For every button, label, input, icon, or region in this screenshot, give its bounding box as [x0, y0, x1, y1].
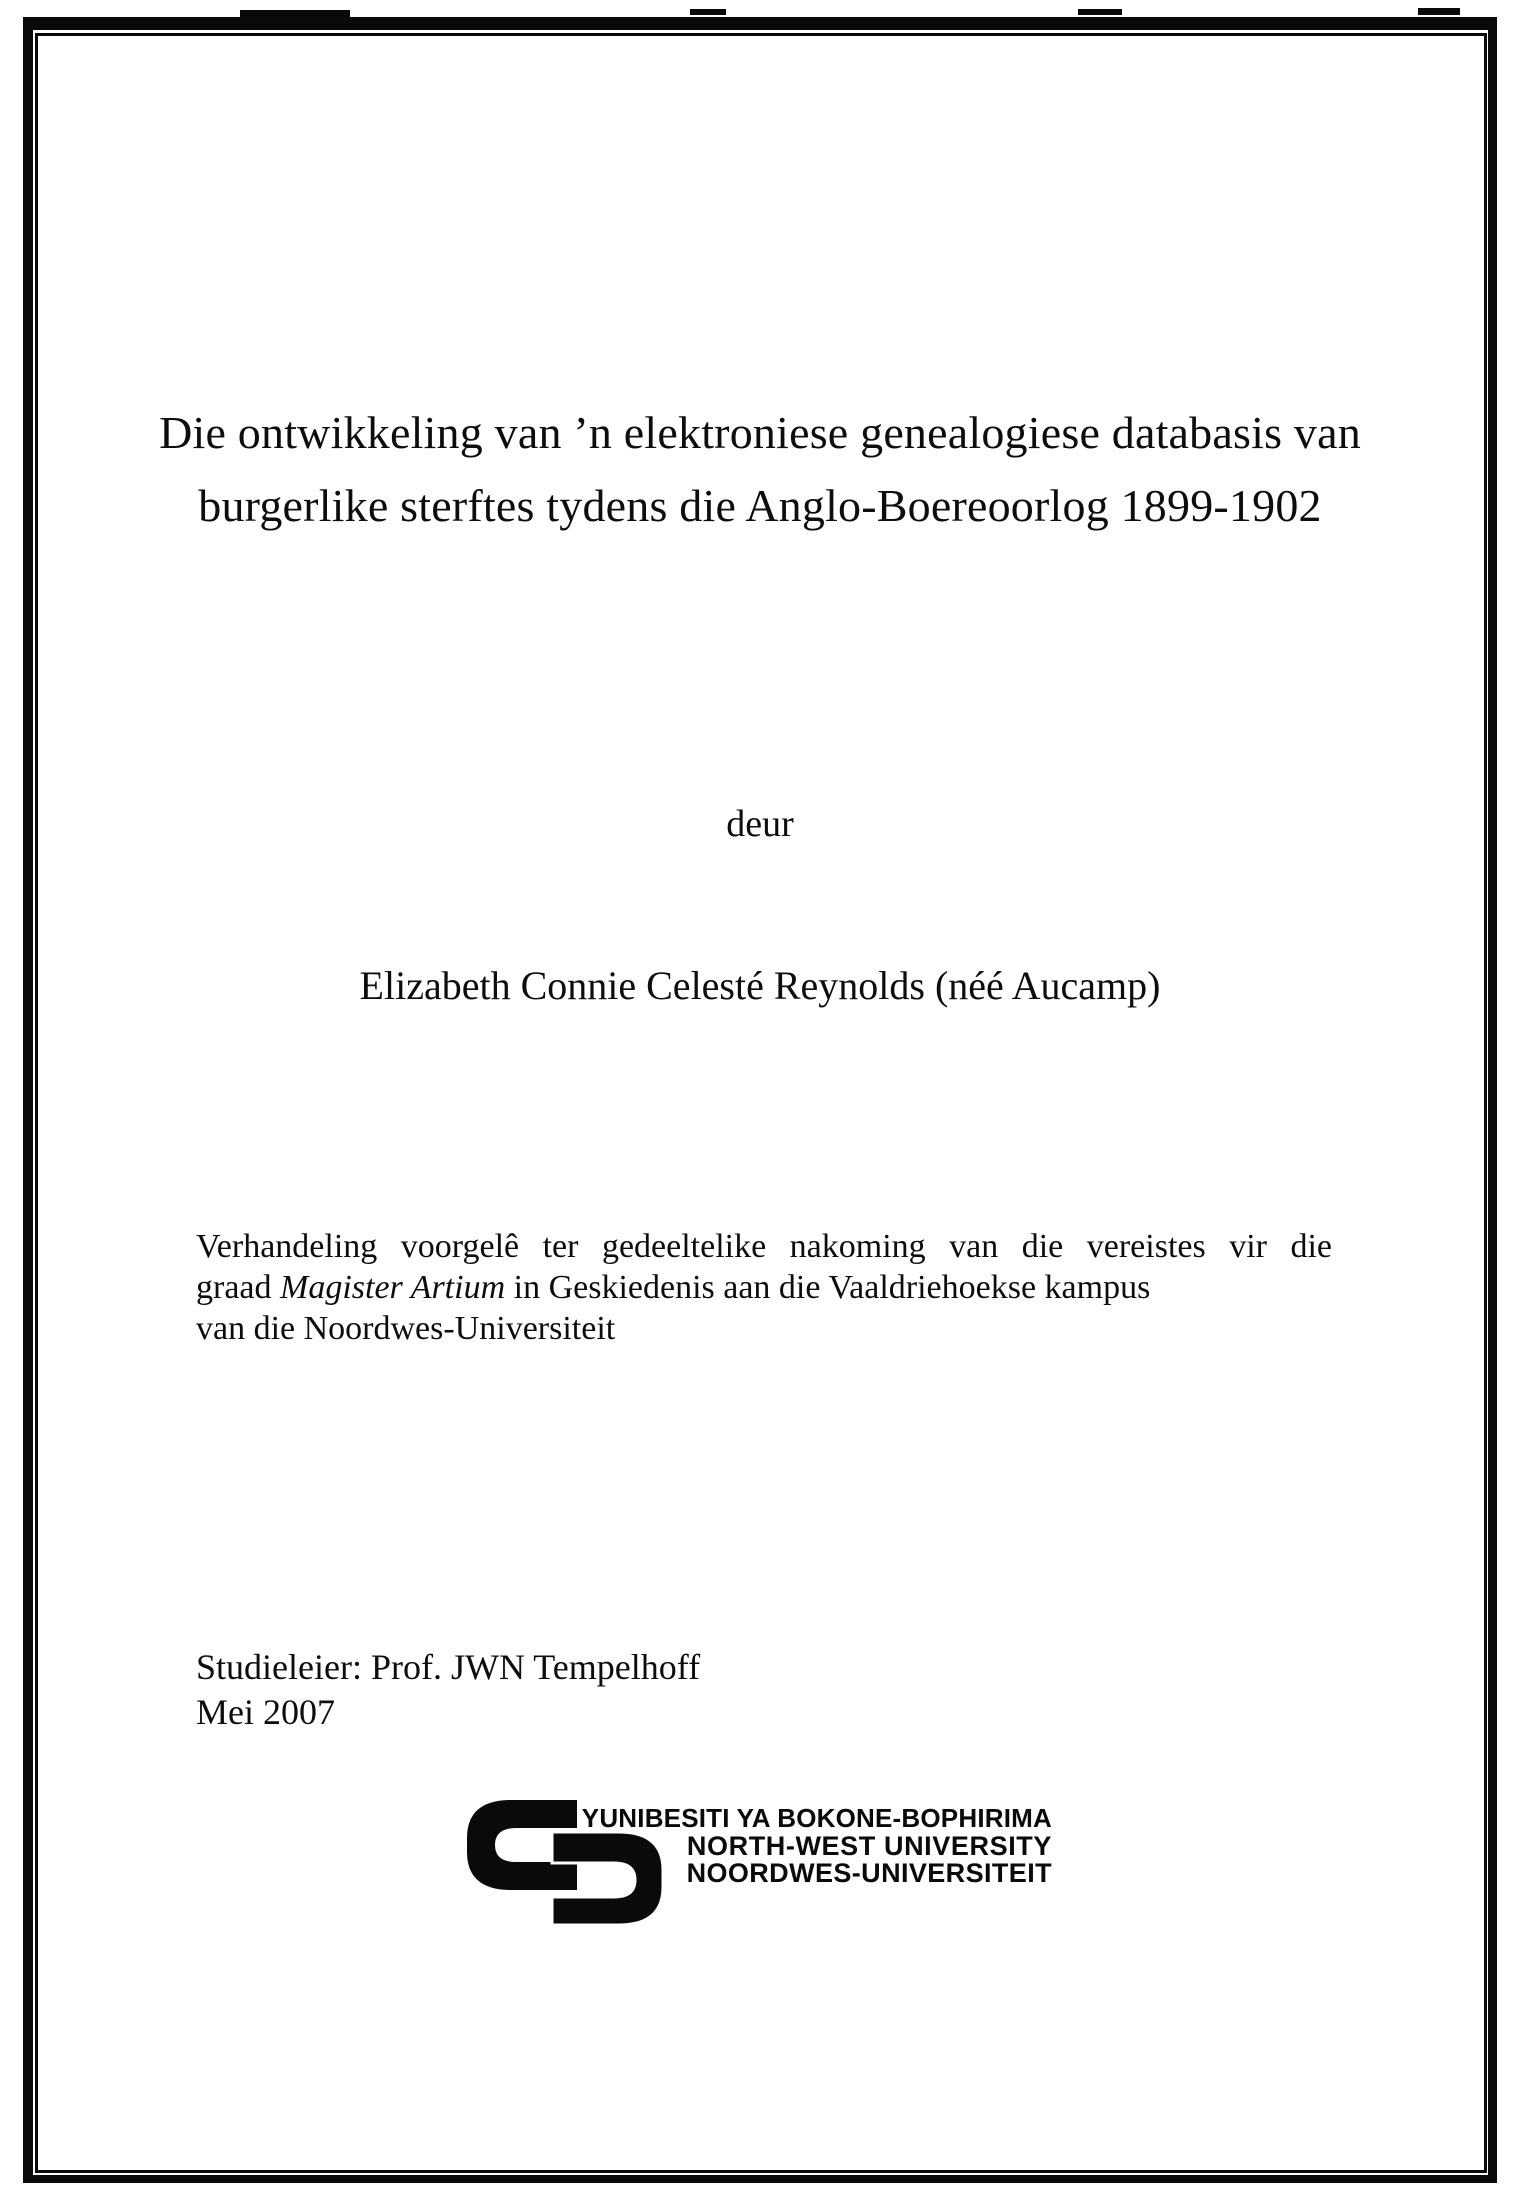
- degree-name-italic: Magister Artium: [280, 1269, 506, 1306]
- byline-label: deur: [726, 803, 794, 845]
- scan-speck: [1418, 8, 1460, 15]
- degree-statement-line-3: van die Noordwes-Universiteit: [196, 1310, 616, 1347]
- thesis-title-line-1: Die ontwikkeling van ’n elektroniese genealogiese databasis van: [159, 407, 1361, 458]
- degree-statement-line-2: [196, 1267, 1332, 1308]
- logo-text-afrikaans: NOORDWES-UNIVERSITEIT: [686, 1858, 1052, 1888]
- scan-speck: [1078, 9, 1122, 15]
- thesis-title-line-2: burgerlike sterftes tydens die Anglo-Boereoorlog 1899-1902: [198, 480, 1322, 531]
- scan-speck: [240, 10, 350, 17]
- thesis-title: [36, 396, 1484, 542]
- university-logo-text: [582, 1803, 1052, 1887]
- supervisor-block: [196, 1645, 700, 1735]
- author-name: Elizabeth Connie Celesté Reynolds (néé Aucamp): [359, 963, 1161, 1008]
- degree-statement-line-2-prefix: graad: [196, 1269, 281, 1306]
- degree-statement-line-1: Verhandeling voorgelê ter gedeeltelike nakoming van die vereistes vir die: [196, 1228, 1332, 1265]
- date-line: Mei 2007: [196, 1692, 335, 1732]
- logo-text-english: NORTH-WEST UNIVERSITY: [686, 1831, 1052, 1861]
- scan-speck: [690, 9, 726, 15]
- supervisor-line: Studieleier: Prof. JWN Tempelhoff: [196, 1647, 701, 1687]
- logo-text-setswana: YUNIBESITI YA BOKONE-BOPHIRIMA: [581, 1803, 1052, 1833]
- degree-statement-line-2-suffix: in Geskiedenis aan die Vaaldriehoekse kampus: [505, 1269, 1151, 1306]
- degree-statement: [196, 1226, 1332, 1349]
